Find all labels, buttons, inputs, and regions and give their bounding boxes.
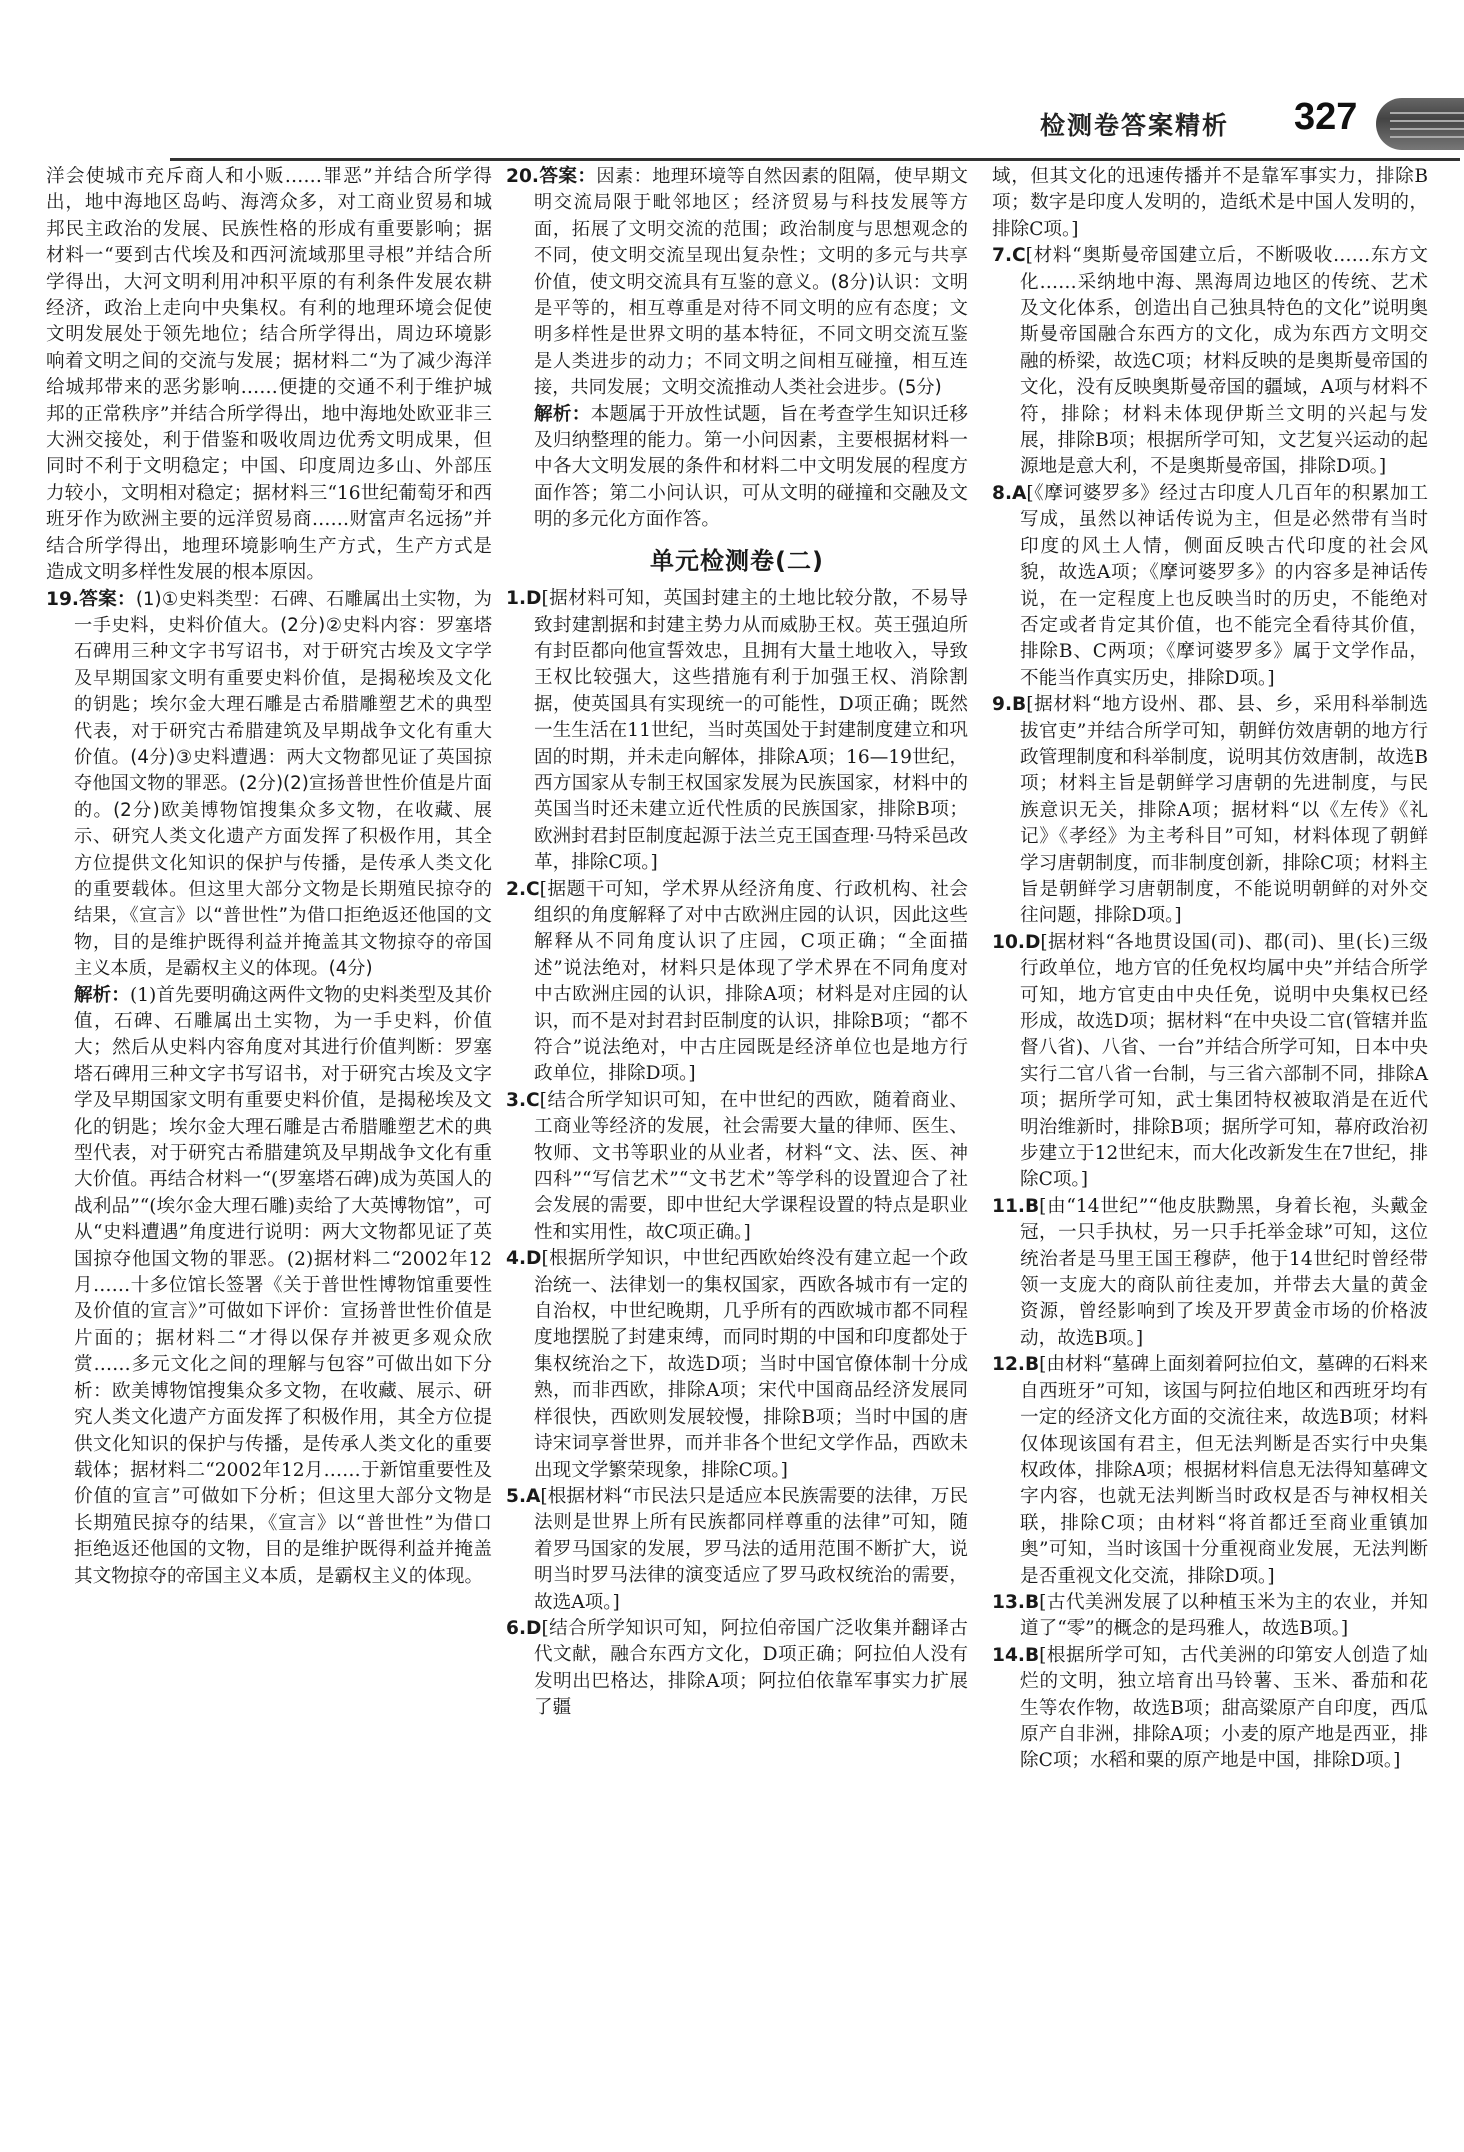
question-number: 10.D <box>992 931 1041 953</box>
answer-item <box>506 1484 968 1616</box>
answer-item <box>506 1616 968 1722</box>
explanation-text: [由材料“墓碑上面刻着阿拉伯文，墓碑的石料来自西班牙”可知，该国与阿拉伯地区和西班牙均有一定的经济文化方面的交流往来，故选B项；材料仅体现该国有君主，但无法判断是否实行中央集权政体，排除A项；根据材料信息无法得知墓碑文字内容，也就无法判断当时政权是否与神权相关联，排除C项；由材料“将首都迁至商业重镇加奥”可知，当时该国十分重视商业发展，无法判断是否重视文化交流，排除D项。] <box>1020 1354 1428 1587</box>
explanation-text: 本题属于开放性试题，旨在考查学生知识迁移及归纳整理的能力。第一小问因素，主要根据材料一中各大文明发展的条件和材料二中文明发展的程度方面作答；第二小问认识，可从文明的碰撞和交融及文明的多元化方面作答。 <box>534 403 968 531</box>
question-number: 5.A <box>506 1485 541 1507</box>
answer-item <box>992 930 1428 1194</box>
explanation-text: (1)首先要明确这两件文物的史料类型及其价值，石碑、石雕属出土实物，为一手史料，价值大；然后从史料内容角度对其进行价值判断：罗塞塔石碑用三种文字书写诏书，对于研究古埃及文字学及早期国家文明有重要史料价值，是揭秘埃及文化的钥匙；埃尔金大理石雕是古希腊雕塑艺术的典型代表，对于研究古希腊建筑及早期战争文化有重大价值。再结合材料一“(罗塞塔石碑)成为英国人的战利品”“(埃尔金大理石雕)卖给了大英博物馆”，可从“史料遭遇”角度进行说明：两大文物都见证了英国掠夺他国文物的罪恶。(2)据材料二“2002年12月……十多位馆长签署《关于普世性博物馆重要性及价值的宣言》”可做如下评价：宣扬普世性价值是片面的；据材料二“才得以保存并被更多观众欣赏……多元文化之间的理解与包容”可做出如下分析：欧美博物馆搜集众多文物，在收藏、展示、研究人类文化遗产方面发挥了积极作用，其全方位提供文化知识的保护与传播，是传承人类文化的重要载体；据材料二“2002年12月……于新馆重要性及价值的宣言”可做如下分析；但这里大部分文物是长期殖民掠夺的结果，《宣言》以“普世性”为借口拒绝返还他国的文物，目的是维护既得利益并掩盖其文物掠夺的帝国主义本质，是霸权主义的体现。 <box>74 984 492 1587</box>
question-number: 4.D <box>506 1248 542 1270</box>
answer-item <box>992 481 1428 692</box>
question-number: 6.D <box>506 1617 542 1639</box>
question-number: 9.B <box>992 694 1027 716</box>
explanation-text: 洋会使城市充斥商人和小贩……罪恶”并结合所学得出，地中海地区岛屿、海湾众多，对工商业贸易和城邦民主政治的发展、民族性格的形成有重要影响；据材料一“要到古代埃及和西河流域那里寻根”并结合所学得出，大河文明利用冲积平原的有利条件发展农耕经济，政治上走向中央集权。有利的地理环境会促使文明发展处于领先地位；结合所学得出，周边环境影响着文明之间的交流与发展；据材料二“为了减少海洋给城邦带来的恶劣影响……便捷的交通不利于维护城邦的正常秩序”并结合所学得出，地中海地处欧亚非三大洲交接处，利于借鉴和吸收周边优秀文明成果，但同时不利于文明稳定；中国、印度周边多山、外部压力较小，文明相对稳定；据材料三“16世纪葡萄牙和西班牙作为欧洲主要的远洋贸易商……财富声名远扬”并结合所学得出，地理环境影响生产方式，生产方式是造成文明多样性发展的根本原因。 <box>46 166 492 584</box>
answer-item <box>46 587 492 983</box>
column-middle <box>506 164 968 1722</box>
explanation-text: [结合所学知识可知，阿拉伯帝国广泛收集并翻译古代文献，融合东西方文化，D项正确；阿拉伯人没有发明出巴格达，排除A项；阿拉伯依靠军事实力扩展了疆 <box>534 1617 968 1719</box>
explanation-text: [据材料“各地贯设国(司)、郡(司)、里(长)三级行政单位，地方官的任免权均属中央”并结合所学可知，地方官吏由中央任免，说明中央集权已经形成，故选D项；据材料“在中央设二官(管辖并监督八省)、八省、一台”并结合所学可知，日本中央实行二官八省一台制，与三省六部制不同，排除A项；据所学可知，武士集团特权被取消是在近代明治维新时，排除B项；据所学可知，幕府政治初步建立于12世纪末，而大化改新发生在7世纪，排除C项。] <box>1020 931 1428 1191</box>
explanation-text: [据材料可知，英国封建主的土地比较分散，不易导致封建割据和封建主势力从而威胁王权。英王强迫所有封臣都向他宣誓效忠，且拥有大量土地收入，导致王权比较强大，这些措施有利于加强王权、消除割据，使英国具有实现统一的可能性，D项正确；既然一生生活在11世纪，当时英国处于封建制度建立和巩固的时期，并未走向解体，排除A项；16—19世纪，西方国家从专制王权国家发展为民族国家，材料中的英国当时还未建立近代性质的民族国家，排除B项；欧洲封君封臣制度起源于法兰克王国查理·马特采邑改革，排除C项。] <box>534 588 968 874</box>
item-label: 答案： <box>78 588 136 610</box>
item-label: 解析： <box>534 403 591 425</box>
item-label: 答案： <box>538 166 597 187</box>
question-number: 19. <box>46 588 79 610</box>
question-number: 7.C <box>992 245 1026 267</box>
column-left <box>46 164 492 1590</box>
explanation-text: [结合所学知识可知，在中世纪的西欧，随着商业、工商业等经济的发展，社会需要大量的律师、医生、牧师、文书等职业的从业者，材料“文、法、医、神四科”“写信艺术”“文书艺术”等学科的设置迎合了社会发展的需要，即中世纪大学课程设置的特点是职业性和实用性，故C项正确。] <box>534 1089 968 1243</box>
answer-text: 因素：地理环境等自然因素的阻隔，使早期文明交流局限于毗邻地区；经济贸易与科技发展等方面，拓展了文明交流的范围；政治制度与思想观念的不同，使文明交流呈现出复杂性；文明的多元与共享价值，使文明交流具有互鉴的意义。(8分)认识：文明是平等的，相互尊重是对待不同文明的应有态度；文明多样性是世界文明的基本特征，不同文明交流互鉴是人类进步的动力；不同文明之间相互碰撞，相互连接，共同发展；文明交流推动人类社会进步。(5分) <box>534 166 968 399</box>
question-number: 11.B <box>992 1195 1040 1217</box>
question-number: 20. <box>506 166 539 187</box>
explanation-text: [据材料“地方设州、郡、县、乡，采用科举制选拔官吏”并结合所学可知，朝鲜仿效唐朝的地方行政管理制度和科举制度，说明其仿效唐制，故选B项；材料主旨是朝鲜学习唐朝的先进制度，与民族意识无关，排除A项；据材料“以《左传》《礼记》《孝经》为主考科目”可知，材料体现了朝鲜学习唐朝制度，而非制度创新，排除C项；材料主旨是朝鲜学习唐朝制度，不能说明朝鲜的对外交往问题，排除D项。] <box>1020 694 1428 927</box>
answer-item <box>992 1194 1428 1352</box>
explanation-text: [根据所学可知，古代美洲的印第安人创造了灿烂的文明，独立培育出马铃薯、玉米、番茄和花生等农作物，故选B项；甜高粱原产自印度，西瓜原产自非洲，排除A项；小麦的原产地是西亚，排除C项；水稻和粟的原产地是中国，排除D项。] <box>1020 1644 1428 1772</box>
column-right <box>992 164 1428 1775</box>
header-rule <box>170 158 1460 161</box>
answer-item <box>992 243 1428 481</box>
question-number: 1.D <box>506 588 542 610</box>
answer-item <box>506 877 968 1088</box>
answer-item <box>506 1246 968 1484</box>
answer-item <box>506 1088 968 1246</box>
explanation-text: [根据材料“市民法只是适应本民族需要的法律，万民法则是世界上所有民族都同样尊重的法律”可知，随着罗马国家的发展，罗马法的适用范围不断扩大，说明当时罗马法律的演变适应了罗马政权统治的需要，故选A项。] <box>534 1485 968 1613</box>
answer-item <box>46 164 492 587</box>
answer-text: (1)①史料类型：石碑、石雕属出土实物，为一手史料，史料价值大。(2分)②史料内容：罗塞塔石碑用三种文字书写诏书，对于研究古埃及文字学及早期国家文明有重要史料价值，是揭秘埃及文化的钥匙；埃尔金大理石雕是古希腊雕塑艺术的典型代表，对于研究古希腊建筑及早期战争文化有重大价值。(4分)③史料遭遇：两大文物都见证了英国掠夺他国文物的罪恶。(2分)(2)宣扬普世性价值是片面的。(2分)欧美博物馆搜集众多文物，在收藏、展示、研究人类文化遗产方面发挥了积极作用，其全方位提供文化知识的保护与传播，是传承人类文化的重要载体。但这里大部分文物是长期殖民掠夺的结果，《宣言》以“普世性”为借口拒绝返还他国的文物，目的是维护既得利益并掩盖其文物掠夺的帝国主义本质，是霸权主义的体现。(4分) <box>74 588 492 980</box>
page-tab-decoration <box>1376 98 1464 150</box>
question-number: 2.C <box>506 878 540 900</box>
question-number: 14.B <box>992 1644 1040 1666</box>
question-number: 8.A <box>992 482 1027 504</box>
explanation-text: [材料“奥斯曼帝国建立后，不断吸收……东方文化……采纳地中海、黑海周边地区的传统、艺术及文化体系，创造出自己独具特色的文化”说明奥斯曼帝国融合东西方的文化，成为东西方文明交融的桥梁，故选C项；材料反映的是奥斯曼帝国的文化，没有反映奥斯曼帝国的疆域，A项与材料不符，排除；材料未体现伊斯兰文明的兴起与发展，排除B项；根据所学可知，文艺复兴运动的起源地是意大利，不是奥斯曼帝国，排除D项。] <box>1020 245 1428 478</box>
question-number: 13.B <box>992 1591 1040 1613</box>
answer-item <box>992 692 1428 930</box>
explanation-text: [由“14世纪”“他皮肤黝黑，身着长袍，头戴金冠，一只手执杖，另一只手托举金球”可知，这位统治者是马里王国王穆萨，他于14世纪时曾经带领一支庞大的商队前往麦加，并带去大量的黄金资源，曾经影响到了埃及开罗黄金市场的价格波动，故选B项。] <box>1020 1195 1428 1349</box>
answer-item <box>506 402 968 534</box>
header-title: 检测卷答案精析 <box>1040 111 1230 140</box>
answer-item <box>992 1643 1428 1775</box>
answer-item <box>992 1590 1428 1643</box>
answer-item <box>506 586 968 876</box>
page-number: 327 <box>1294 96 1358 138</box>
question-number: 12.B <box>992 1354 1040 1376</box>
item-label: 解析： <box>74 984 130 1006</box>
question-number: 3.C <box>506 1089 540 1111</box>
answer-item <box>46 983 492 1590</box>
explanation-text: [据题干可知，学术界从经济角度、行政机构、社会组织的角度解释了对中古欧洲庄园的认识，因此这些解释从不同角度认识了庄园，C项正确；“全面描述”说法绝对，材料只是体现了学术界在不同角度对中古欧洲庄园的认识，排除A项；材料是对庄园的认识，而不是对封君封臣制度的认识，排除B项；“都不符合”说法绝对，中古庄园既是经济单位也是地方行政单位，排除D项。] <box>534 878 968 1085</box>
answer-item <box>992 164 1428 243</box>
explanation-text: [根据所学知识，中世纪西欧始终没有建立起一个政治统一、法律划一的集权国家，西欧各城市有一定的自治权，中世纪晚期，几乎所有的西欧城市都不同程度地摆脱了封建束缚，而同时期的中国和印度都处于集权统治之下，故选D项；当时中国官僚体制十分成熟，而非西欧，排除A项；宋代中国商品经济发展同样很快，西欧则发展较慢，排除B项；当时中国的唐诗宋词享誉世界，而并非各个世纪文学作品，西欧未出现文学繁荣现象，排除C项。] <box>534 1248 968 1481</box>
explanation-text: 域，但其文化的迅速传播并不是靠军事实力，排除B项；数字是印度人发明的，造纸术是中国人发明的，排除C项。] <box>992 166 1428 240</box>
answer-item <box>506 164 968 402</box>
explanation-text: [《摩诃婆罗多》经过古印度人几百年的积累加工写成，虽然以神话传说为主，但是必然带有当时印度的风土人情，侧面反映古代印度的社会风貌，故选A项；《摩诃婆罗多》的内容多是神话传说，在一定程度上也反映当时的历史，不能绝对否定或者肯定其价值，也不能完全看待其价值，排除B、C两项；《摩诃婆罗多》属于文学作品，不能当作真实历史，排除D项。] <box>1020 482 1428 689</box>
answer-item <box>992 1352 1428 1590</box>
explanation-text: [古代美洲发展了以种植玉米为主的农业，并知道了“零”的概念的是玛雅人，故选B项。] <box>1020 1591 1428 1640</box>
section-title: 单元检测卷(二) <box>650 546 824 575</box>
page-header <box>1040 92 1464 152</box>
